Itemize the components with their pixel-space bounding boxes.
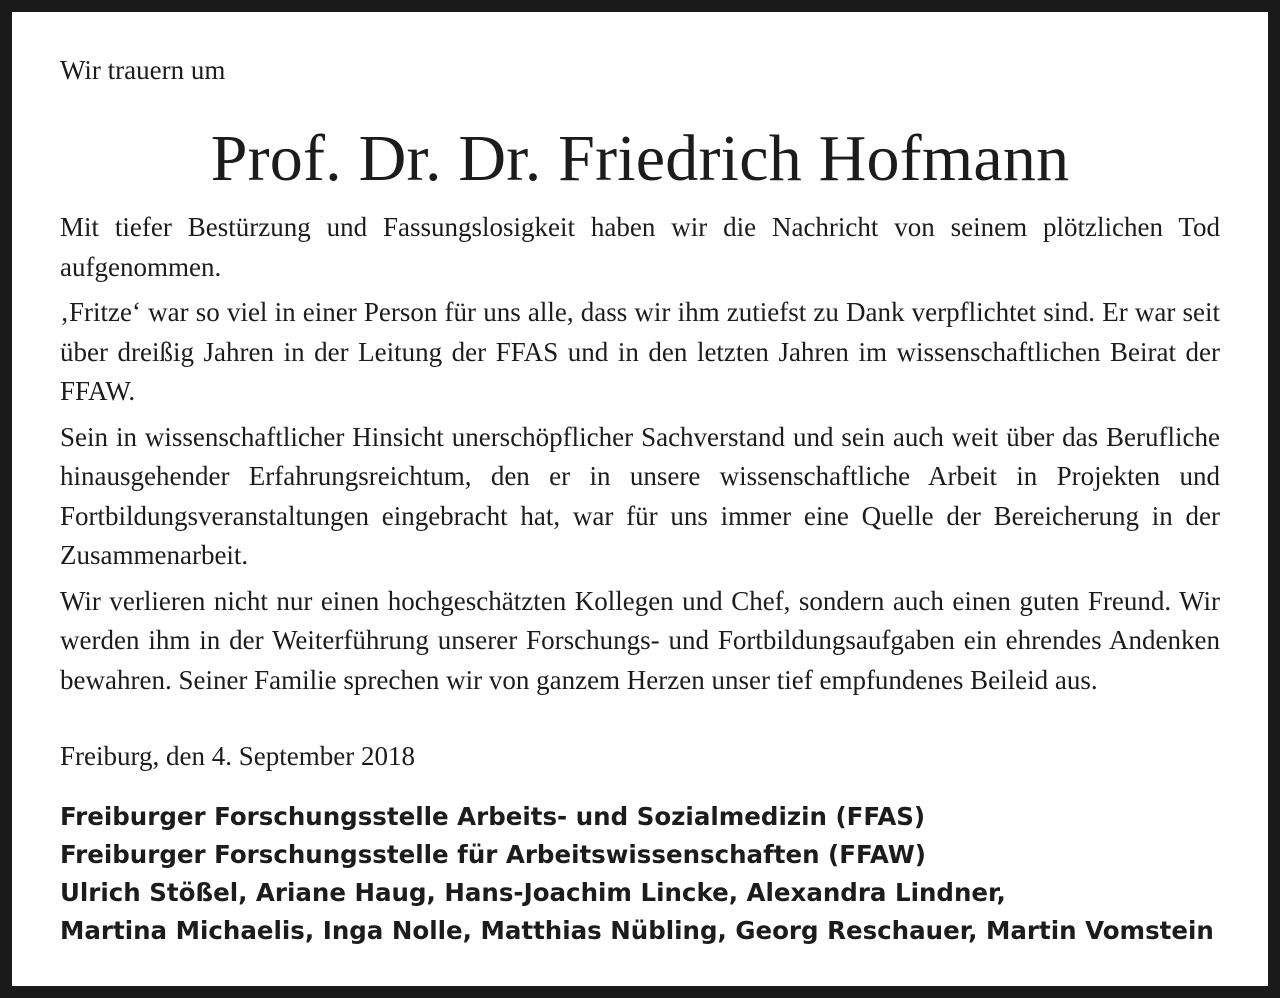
- signer-line: Martina Michaelis, Inga Nolle, Matthias Nübling, Georg Reschauer, Martin Vomstein: [60, 916, 1214, 945]
- signer-line: Freiburger Forschungsstelle Arbeits- und Sozialmedizin (FFAS): [60, 802, 926, 831]
- obituary-notice: [12, 12, 1268, 986]
- intro-line: Wir trauern um: [60, 55, 226, 85]
- paragraph: Sein in wissenschaftlicher Hinsicht unerschöpflicher Sachverstand und sein auch weit über das Berufliche hinausgehender Erfahrungsreichtum, den er in unsere wissenschaftliche Arbeit in Projekten und Fortbildungsveranstaltungen eingebracht hat, war für uns immer eine Quelle der Bereicherung in der Zusammenarbeit.: [60, 421, 1220, 570]
- notice-body: [60, 208, 1220, 706]
- signer-line: Freiburger Forschungsstelle für Arbeitswissenschaften (FFAW): [60, 840, 926, 869]
- paragraph: ‚Fritze‘ war so viel in einer Person für uns alle, dass wir ihm zutiefst zu Dank verpflichtet sind. Er war seit über dreißig Jahren in der Leitung der FFAS und in den letzten Jahren im wissenschaftlichen Beirat der FFAW.: [60, 297, 1220, 406]
- signer-line: Ulrich Stößel, Ariane Haug, Hans-Joachim Lincke, Alexandra Lindner,: [60, 878, 1006, 907]
- deceased-name: Prof. Dr. Dr. Friedrich Hofmann: [210, 122, 1070, 195]
- signers-block: [60, 798, 1220, 950]
- place-date: Freiburg, den 4. September 2018: [60, 741, 415, 771]
- paragraph: Mit tiefer Bestürzung und Fassungslosigkeit haben wir die Nachricht von seinem plötzlichen Tod aufgenommen.: [60, 212, 1220, 282]
- paragraph: Wir verlieren nicht nur einen hochgeschätzten Kollegen und Chef, sondern auch einen guten Freund. Wir werden ihm in der Weiterführung unserer Forschungs- und Fortbildungsaufgaben ein ehrendes Andenken bewahren. Seiner Familie sprechen wir von ganzem Herzen unser tief empfundenes Beileid aus.: [60, 585, 1220, 695]
